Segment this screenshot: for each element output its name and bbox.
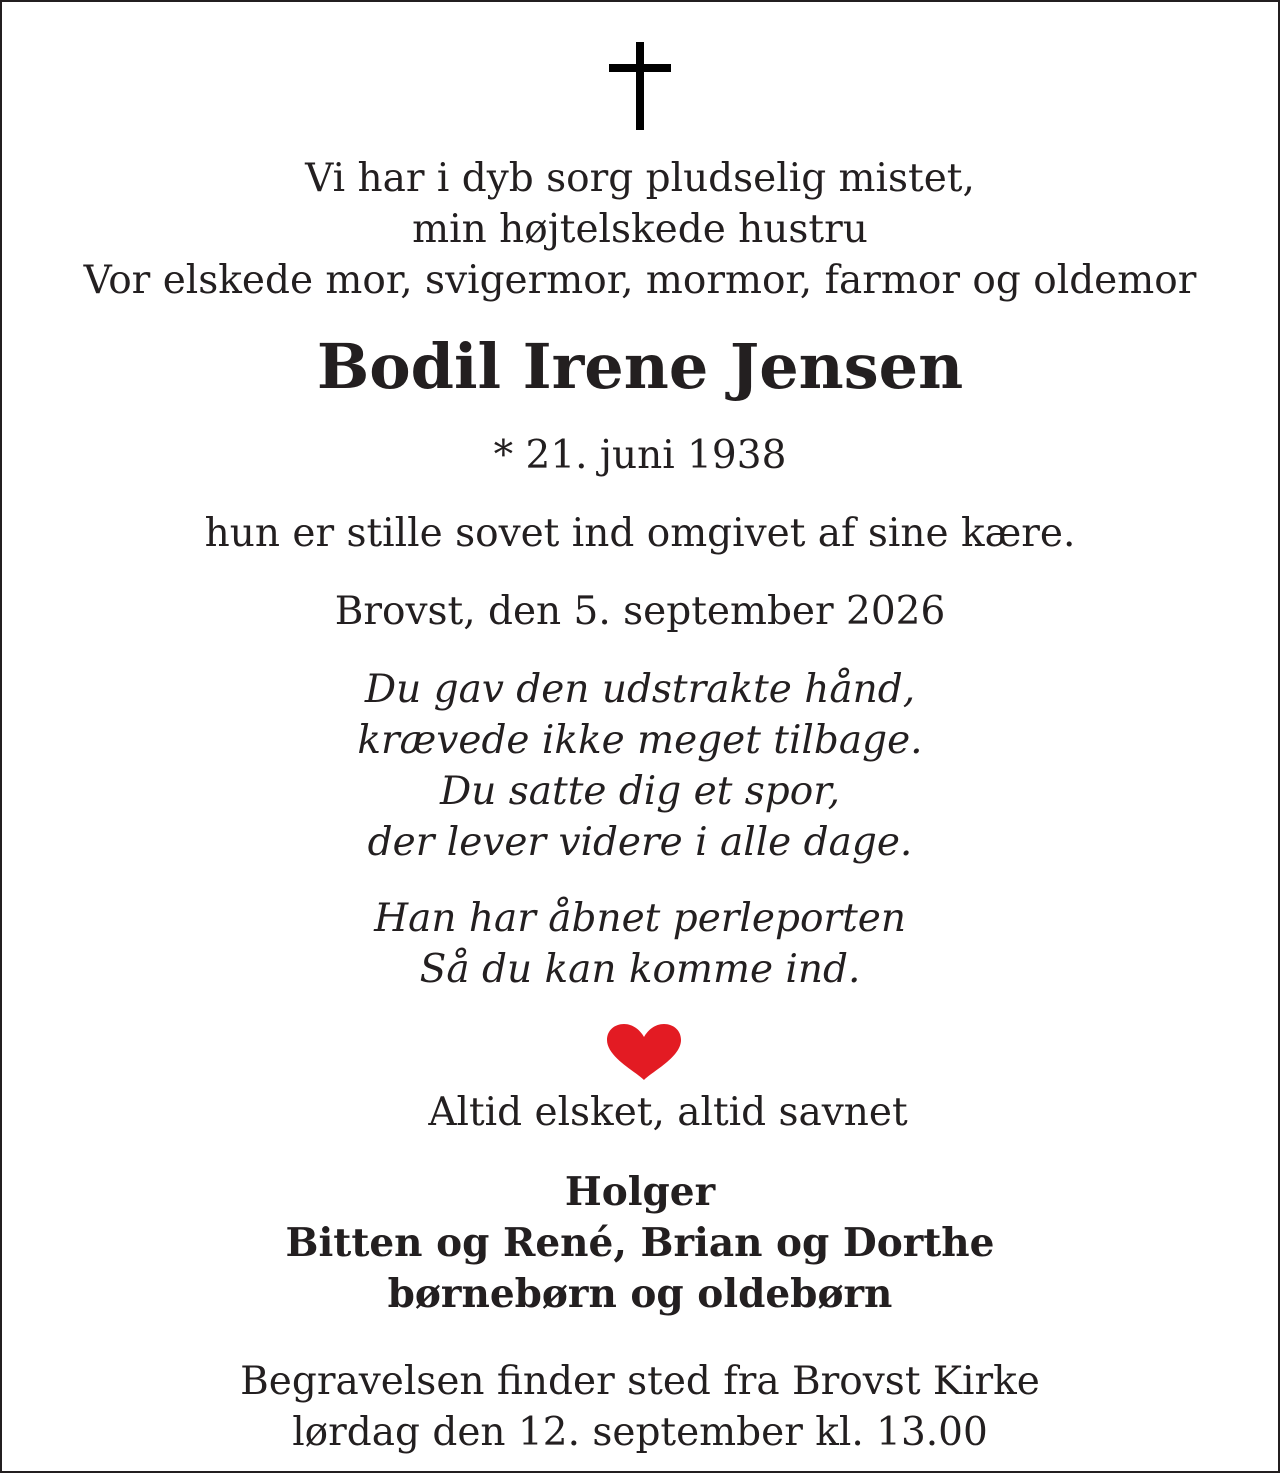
verse-line: Han har åbnet perleporten [374, 896, 906, 941]
heart-icon [605, 1024, 683, 1080]
verse-line: Så du kan komme ind. [419, 947, 861, 992]
verse-line: krævede ikke meget tilbage. [357, 718, 923, 763]
verse-line: Du gav den udstrakte hånd, [364, 667, 916, 712]
farewell-text: Altid elsket, altid savnet [428, 1090, 908, 1135]
verse-line: Du satte dig et spor, [439, 769, 841, 814]
verse-line: der lever videre i alle dage. [367, 820, 913, 865]
signer-line: børnebørn og oldebørn [387, 1271, 893, 1317]
intro-line-2: min højtelskede hustru [412, 207, 868, 252]
cross-icon [609, 42, 671, 130]
passing-text: hun er stille sovet ind omgivet af sine kære. [204, 511, 1076, 556]
funeral-line-1: Begravelsen finder sted fra Brovst Kirke [240, 1359, 1040, 1404]
deceased-name: Bodil Irene Jensen [316, 330, 964, 403]
place-date: Brovst, den 5. september 2026 [334, 589, 946, 634]
signer-line: Bitten og René, Brian og Dorthe [285, 1220, 995, 1266]
intro-line-3: Vor elskede mor, svigermor, mormor, farmor og oldemor [83, 258, 1197, 303]
intro-line-1: Vi har i dyb sorg pludselig mistet, [305, 156, 975, 201]
funeral-line-2: lørdag den 12. september kl. 13.00 [292, 1410, 988, 1455]
signer-line: Holger [564, 1169, 716, 1215]
birth-date: * 21. juni 1938 [493, 433, 787, 478]
